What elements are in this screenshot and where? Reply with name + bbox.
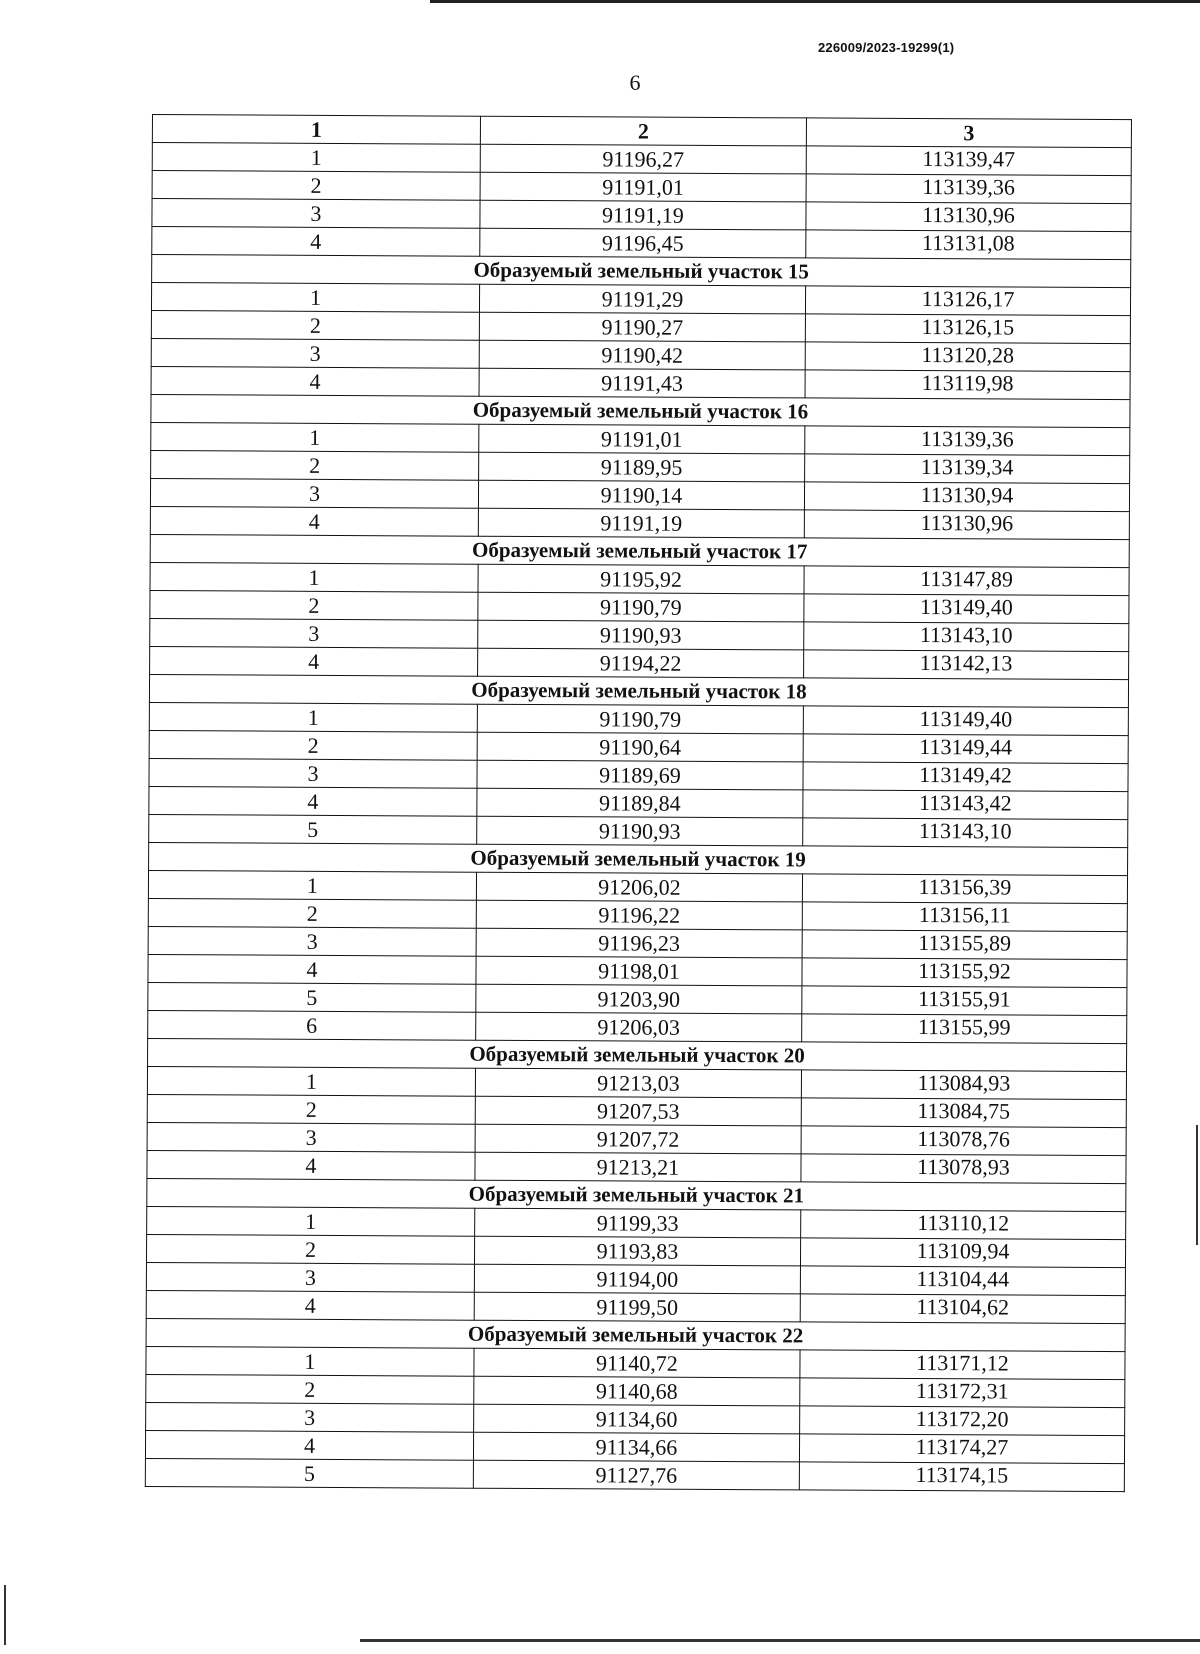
y-coordinate-cell: 113149,44 — [803, 734, 1128, 764]
y-coordinate-cell: 113139,36 — [805, 426, 1130, 456]
point-number-cell: 1 — [147, 1066, 475, 1096]
table-row — [145, 1458, 1124, 1491]
point-number-cell: 3 — [150, 478, 478, 508]
y-coordinate-cell: 113120,28 — [805, 342, 1130, 372]
point-number-cell: 1 — [150, 562, 478, 592]
y-coordinate-cell: 113104,62 — [800, 1294, 1125, 1324]
point-number-cell: 2 — [147, 1094, 475, 1124]
x-coordinate-cell: 91203,90 — [476, 984, 802, 1014]
point-number-cell: 5 — [149, 814, 477, 844]
x-coordinate-cell: 91195,92 — [478, 564, 804, 594]
point-number-cell: 5 — [148, 982, 476, 1012]
x-coordinate-cell: 91206,03 — [476, 1012, 802, 1042]
y-coordinate-cell: 113172,31 — [800, 1378, 1125, 1408]
x-coordinate-cell: 91207,53 — [475, 1096, 801, 1126]
y-coordinate-cell: 113143,10 — [803, 818, 1128, 848]
x-coordinate-cell: 91199,50 — [474, 1292, 800, 1322]
point-number-cell: 3 — [146, 1262, 474, 1292]
x-coordinate-cell: 91191,43 — [479, 368, 805, 398]
point-number-cell: 1 — [147, 1206, 475, 1236]
scan-border-bottom — [360, 1639, 1200, 1642]
x-coordinate-cell: 91196,45 — [480, 228, 806, 258]
scan-edge-mark — [4, 1585, 6, 1645]
y-coordinate-cell: 113139,36 — [806, 174, 1131, 204]
y-coordinate-cell: 113156,39 — [802, 874, 1127, 904]
coordinates-table — [145, 114, 1132, 1492]
point-number-cell: 6 — [148, 1010, 476, 1040]
x-coordinate-cell: 91194,22 — [478, 648, 804, 678]
point-number-cell: 4 — [152, 227, 480, 257]
y-coordinate-cell: 113171,12 — [800, 1350, 1125, 1380]
y-coordinate-cell: 113139,47 — [806, 146, 1131, 176]
x-coordinate-cell: 91134,60 — [474, 1404, 800, 1434]
x-coordinate-cell: 91140,72 — [474, 1348, 800, 1378]
section-title: Образуемый земельный участок 20 — [148, 1038, 1127, 1071]
x-coordinate-cell: 91191,01 — [480, 172, 806, 202]
x-coordinate-cell: 91196,22 — [476, 900, 802, 930]
x-coordinate-cell: 91213,03 — [475, 1068, 801, 1098]
x-coordinate-cell: 91190,79 — [477, 704, 803, 734]
y-coordinate-cell: 113174,15 — [799, 1462, 1124, 1492]
point-number-cell: 2 — [151, 310, 479, 340]
x-coordinate-cell: 91193,83 — [474, 1236, 800, 1266]
y-coordinate-cell: 113143,10 — [804, 622, 1129, 652]
point-number-cell: 1 — [148, 870, 476, 900]
point-number-cell: 2 — [150, 590, 478, 620]
scan-edge-mark — [1196, 1125, 1198, 1245]
point-number-cell: 1 — [152, 143, 480, 173]
x-coordinate-cell: 91198,01 — [476, 956, 802, 986]
point-number-cell: 3 — [152, 199, 480, 229]
x-coordinate-cell: 91194,00 — [474, 1264, 800, 1294]
x-coordinate-cell: 91190,14 — [478, 480, 804, 510]
point-number-cell: 2 — [146, 1234, 474, 1264]
y-coordinate-cell: 113130,94 — [804, 482, 1129, 512]
y-coordinate-cell: 113130,96 — [804, 510, 1129, 540]
y-coordinate-cell: 113078,93 — [801, 1154, 1126, 1184]
section-title: Образуемый земельный участок 21 — [147, 1178, 1126, 1211]
section-title: Образуемый земельный участок 18 — [149, 674, 1128, 707]
x-coordinate-cell: 91191,29 — [479, 284, 805, 314]
point-number-cell: 3 — [147, 1122, 475, 1152]
document-number: 226009/2023-19299(1) — [818, 40, 955, 55]
x-coordinate-cell: 91190,93 — [477, 816, 803, 846]
x-coordinate-cell: 91213,21 — [475, 1152, 801, 1182]
x-coordinate-cell: 91190,42 — [479, 340, 805, 370]
column-header: 3 — [806, 118, 1131, 148]
y-coordinate-cell: 113110,12 — [801, 1210, 1126, 1240]
y-coordinate-cell: 113174,27 — [799, 1434, 1124, 1464]
y-coordinate-cell: 113139,34 — [805, 454, 1130, 484]
point-number-cell: 2 — [149, 730, 477, 760]
y-coordinate-cell: 113172,20 — [800, 1406, 1125, 1436]
point-number-cell: 3 — [149, 758, 477, 788]
y-coordinate-cell: 113155,99 — [802, 1014, 1127, 1044]
y-coordinate-cell: 113142,13 — [804, 650, 1129, 680]
section-title: Образуемый земельный участок 22 — [146, 1318, 1125, 1351]
x-coordinate-cell: 91190,64 — [477, 732, 803, 762]
y-coordinate-cell: 113126,17 — [805, 286, 1130, 316]
y-coordinate-cell: 113147,89 — [804, 566, 1129, 596]
point-number-cell: 2 — [152, 171, 480, 201]
x-coordinate-cell: 91190,79 — [478, 592, 804, 622]
x-coordinate-cell: 91206,02 — [476, 872, 802, 902]
y-coordinate-cell: 113131,08 — [806, 230, 1131, 260]
x-coordinate-cell: 91190,27 — [479, 312, 805, 342]
y-coordinate-cell: 113143,42 — [803, 790, 1128, 820]
point-number-cell: 1 — [146, 1346, 474, 1376]
point-number-cell: 4 — [148, 954, 476, 984]
table-body — [145, 143, 1131, 1492]
point-number-cell: 4 — [147, 1150, 475, 1180]
page-number: 6 — [629, 70, 641, 95]
coordinates-table-container — [145, 114, 1132, 1492]
y-coordinate-cell: 113084,93 — [801, 1070, 1126, 1100]
y-coordinate-cell: 113104,44 — [800, 1266, 1125, 1296]
point-number-cell: 4 — [150, 506, 478, 536]
scan-border-top — [430, 0, 1200, 3]
x-coordinate-cell: 91196,27 — [480, 144, 806, 174]
point-number-cell: 3 — [151, 338, 479, 368]
y-coordinate-cell: 113078,76 — [801, 1126, 1126, 1156]
point-number-cell: 4 — [151, 366, 479, 396]
x-coordinate-cell: 91191,19 — [480, 200, 806, 230]
y-coordinate-cell: 113149,40 — [804, 594, 1129, 624]
x-coordinate-cell: 91191,19 — [478, 508, 804, 538]
section-title: Образуемый земельный участок 16 — [151, 394, 1130, 427]
point-number-cell: 4 — [150, 646, 478, 676]
point-number-cell: 4 — [145, 1430, 473, 1460]
point-number-cell: 1 — [149, 702, 477, 732]
y-coordinate-cell: 113119,98 — [805, 370, 1130, 400]
section-title: Образуемый земельный участок 19 — [149, 842, 1128, 875]
column-header: 1 — [152, 115, 480, 145]
y-coordinate-cell: 113084,75 — [801, 1098, 1126, 1128]
x-coordinate-cell: 91134,66 — [473, 1432, 799, 1462]
point-number-cell: 3 — [146, 1402, 474, 1432]
point-number-cell: 2 — [148, 898, 476, 928]
y-coordinate-cell: 113155,91 — [802, 986, 1127, 1016]
x-coordinate-cell: 91127,76 — [473, 1460, 799, 1490]
point-number-cell: 3 — [150, 618, 478, 648]
y-coordinate-cell: 113155,92 — [802, 958, 1127, 988]
y-coordinate-cell: 113109,94 — [800, 1238, 1125, 1268]
point-number-cell: 4 — [146, 1290, 474, 1320]
point-number-cell: 1 — [151, 422, 479, 452]
point-number-cell: 1 — [151, 283, 479, 313]
column-header: 2 — [480, 116, 806, 146]
point-number-cell: 2 — [146, 1374, 474, 1404]
y-coordinate-cell: 113149,42 — [803, 762, 1128, 792]
x-coordinate-cell: 91191,01 — [479, 424, 805, 454]
x-coordinate-cell: 91196,23 — [476, 928, 802, 958]
point-number-cell: 5 — [145, 1458, 473, 1488]
y-coordinate-cell: 113126,15 — [805, 314, 1130, 344]
section-title: Образуемый земельный участок 15 — [152, 255, 1131, 288]
section-title: Образуемый земельный участок 17 — [150, 534, 1129, 567]
x-coordinate-cell: 91199,33 — [475, 1208, 801, 1238]
point-number-cell: 4 — [149, 786, 477, 816]
point-number-cell: 3 — [148, 926, 476, 956]
y-coordinate-cell: 113149,40 — [803, 706, 1128, 736]
x-coordinate-cell: 91190,93 — [478, 620, 804, 650]
x-coordinate-cell: 91140,68 — [474, 1376, 800, 1406]
y-coordinate-cell: 113130,96 — [806, 202, 1131, 232]
x-coordinate-cell: 91207,72 — [475, 1124, 801, 1154]
point-number-cell: 2 — [151, 450, 479, 480]
y-coordinate-cell: 113155,89 — [802, 930, 1127, 960]
x-coordinate-cell: 91189,95 — [479, 452, 805, 482]
y-coordinate-cell: 113156,11 — [802, 902, 1127, 932]
x-coordinate-cell: 91189,69 — [477, 760, 803, 790]
x-coordinate-cell: 91189,84 — [477, 788, 803, 818]
